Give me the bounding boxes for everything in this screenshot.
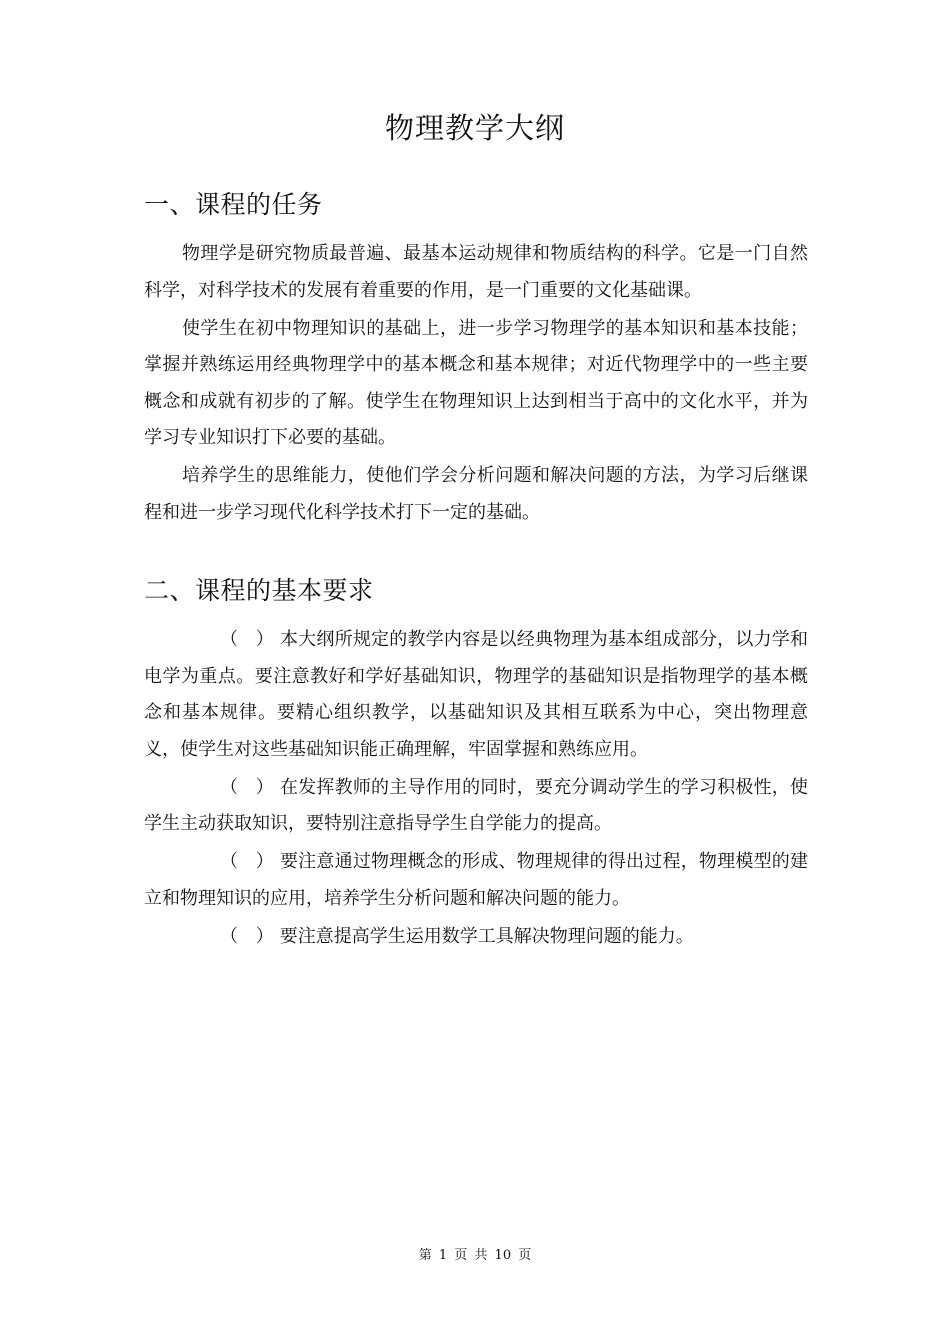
section-body-basic-requirements	[144, 622, 808, 955]
item-text: 在发挥教师的主导作用的同时，要充分调动学生的学习积极性，使学生主动获取知识，要特别注意指导学生自学能力的提高。	[144, 776, 808, 834]
list-item	[144, 622, 808, 768]
item-marker: （ ）	[220, 629, 280, 650]
list-item	[144, 844, 808, 917]
section-heading-course-tasks: 一、课程的任务	[144, 190, 323, 219]
paragraph: 使学生在初中物理知识的基础上，进一步学习物理学的基本知识和基本技能；掌握并熟练运用经典物理学中的基本概念和基本规律；对近代物理学中的一些主要概念和成就有初步的了解。使学生在物理知识上达到相当于高中的文化水平，并为学习专业知识打下必要的基础。	[144, 317, 808, 448]
item-marker: （ ）	[220, 851, 280, 872]
paragraph: 培养学生的思维能力，使他们学会分析问题和解决问题的方法，为学习后继课程和进一步学习现代化科学技术打下一定的基础。	[144, 465, 808, 523]
item-text: 要注意通过物理概念的形成、物理规律的得出过程，物理模型的建立和物理知识的应用，培养学生分析问题和解决问题的能力。	[144, 851, 808, 909]
item-text: 本大纲所规定的教学内容是以经典物理为基本组成部分，以力学和电学为重点。要注意教好和学好基础知识，物理学的基础知识是指物理学的基本概念和基本规律。要精心组织教学，以基础知识及其相互联系为中心，突出物理意义，使学生对这些基础知识能正确理解，牢固掌握和熟练应用。	[144, 629, 808, 760]
section-heading-basic-requirements: 二、课程的基本要求	[144, 576, 374, 605]
list-item	[144, 919, 808, 956]
item-marker: （ ）	[220, 925, 280, 947]
list-item	[144, 770, 808, 843]
item-marker: （ ）	[220, 776, 280, 798]
page-number-footer: 第 1 页 共 10 页	[418, 1248, 532, 1263]
document-title: 物理教学大纲	[384, 111, 565, 145]
item-text: 要注意提高学生运用数学工具解决物理问题的能力。	[279, 925, 694, 947]
paragraph: 物理学是研究物质最普遍、最基本运动规律和物质结构的科学。它是一门自然科学，对科学技术的发展有着重要的作用，是一门重要的文化基础课。	[144, 243, 808, 301]
section-body-course-tasks	[144, 236, 808, 531]
